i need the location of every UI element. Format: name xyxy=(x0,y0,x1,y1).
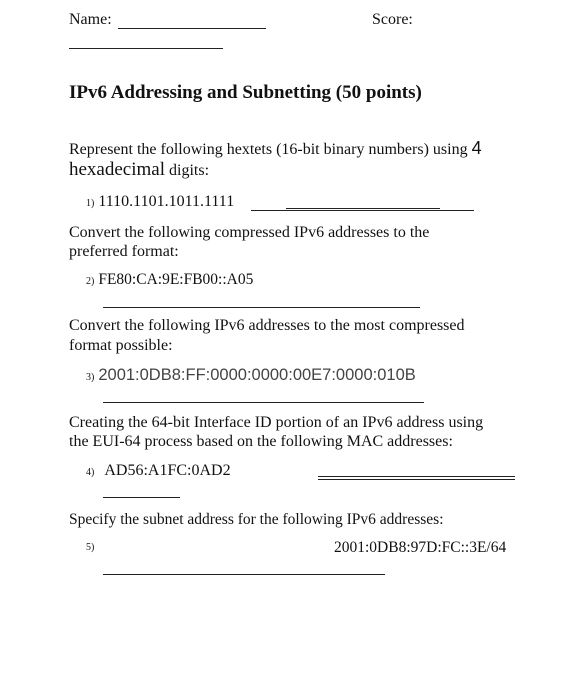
section-1-instruction-line-1 xyxy=(69,138,482,159)
question-5-number: 5) xyxy=(86,542,95,553)
question-1-answer-underline xyxy=(286,208,440,209)
section-3-instruction-line-1: Convert the following IPv6 addresses to the most compressed xyxy=(69,317,465,334)
question-1-number: 1) xyxy=(86,198,95,209)
question-4-answer-line-lower xyxy=(318,479,515,480)
score-answer-line[interactable] xyxy=(69,48,223,49)
section-1-instruction-line-2 xyxy=(69,159,209,181)
section-1-instruction-number: 4 xyxy=(471,138,482,158)
section-4-instruction-line-1: Creating the 64-bit Interface ID portion of an IPv6 address using xyxy=(69,414,484,431)
name-answer-line[interactable] xyxy=(118,28,266,29)
question-4-answer-line[interactable] xyxy=(318,476,515,477)
question-2-answer-line[interactable] xyxy=(103,307,420,308)
question-1 xyxy=(86,193,234,211)
question-1-answer-line[interactable] xyxy=(251,210,474,211)
section-1-instruction-text: Represent the following hextets (16-bit binary numbers) using xyxy=(69,141,468,158)
score-label: Score: xyxy=(372,11,413,28)
question-3-number: 3) xyxy=(86,372,95,383)
section-1-instruction-big-word: hexadecimal xyxy=(69,159,166,180)
section-5-instruction: Specify the subnet address for the following IPv6 addresses: xyxy=(69,511,444,528)
section-1-instruction-rest: digits: xyxy=(169,162,210,179)
question-3-text: 2001:0DB8:FF:0000:0000:00E7:0000:010B xyxy=(98,366,416,384)
name-label: Name: xyxy=(69,11,112,28)
question-3-answer-line[interactable] xyxy=(103,402,424,403)
question-4 xyxy=(86,462,231,480)
page-title: IPv6 Addressing and Subnetting (50 points) xyxy=(69,82,422,103)
question-5-text: 2001:0DB8:97D:FC::3E/64 xyxy=(334,539,507,556)
question-3 xyxy=(86,366,416,385)
question-4-number: 4) xyxy=(86,467,95,478)
question-4-text: AD56:A1FC:0AD2 xyxy=(104,462,231,479)
question-2-text: FE80:CA:9E:FB00::A05 xyxy=(98,271,254,288)
question-2 xyxy=(86,271,253,289)
section-2-instruction-line-1: Convert the following compressed IPv6 addresses to the xyxy=(69,224,430,241)
question-4-answer-line-continued[interactable] xyxy=(103,497,180,498)
section-4-instruction-line-2: the EUI-64 process based on the following MAC addresses: xyxy=(69,433,453,450)
question-2-number: 2) xyxy=(86,276,95,287)
question-5-answer-line[interactable] xyxy=(103,574,385,575)
question-1-text: 1110.1101.1011.1111 xyxy=(98,193,235,210)
section-3-instruction-line-2: format possible: xyxy=(69,337,173,354)
section-2-instruction-line-2: preferred format: xyxy=(69,243,179,260)
